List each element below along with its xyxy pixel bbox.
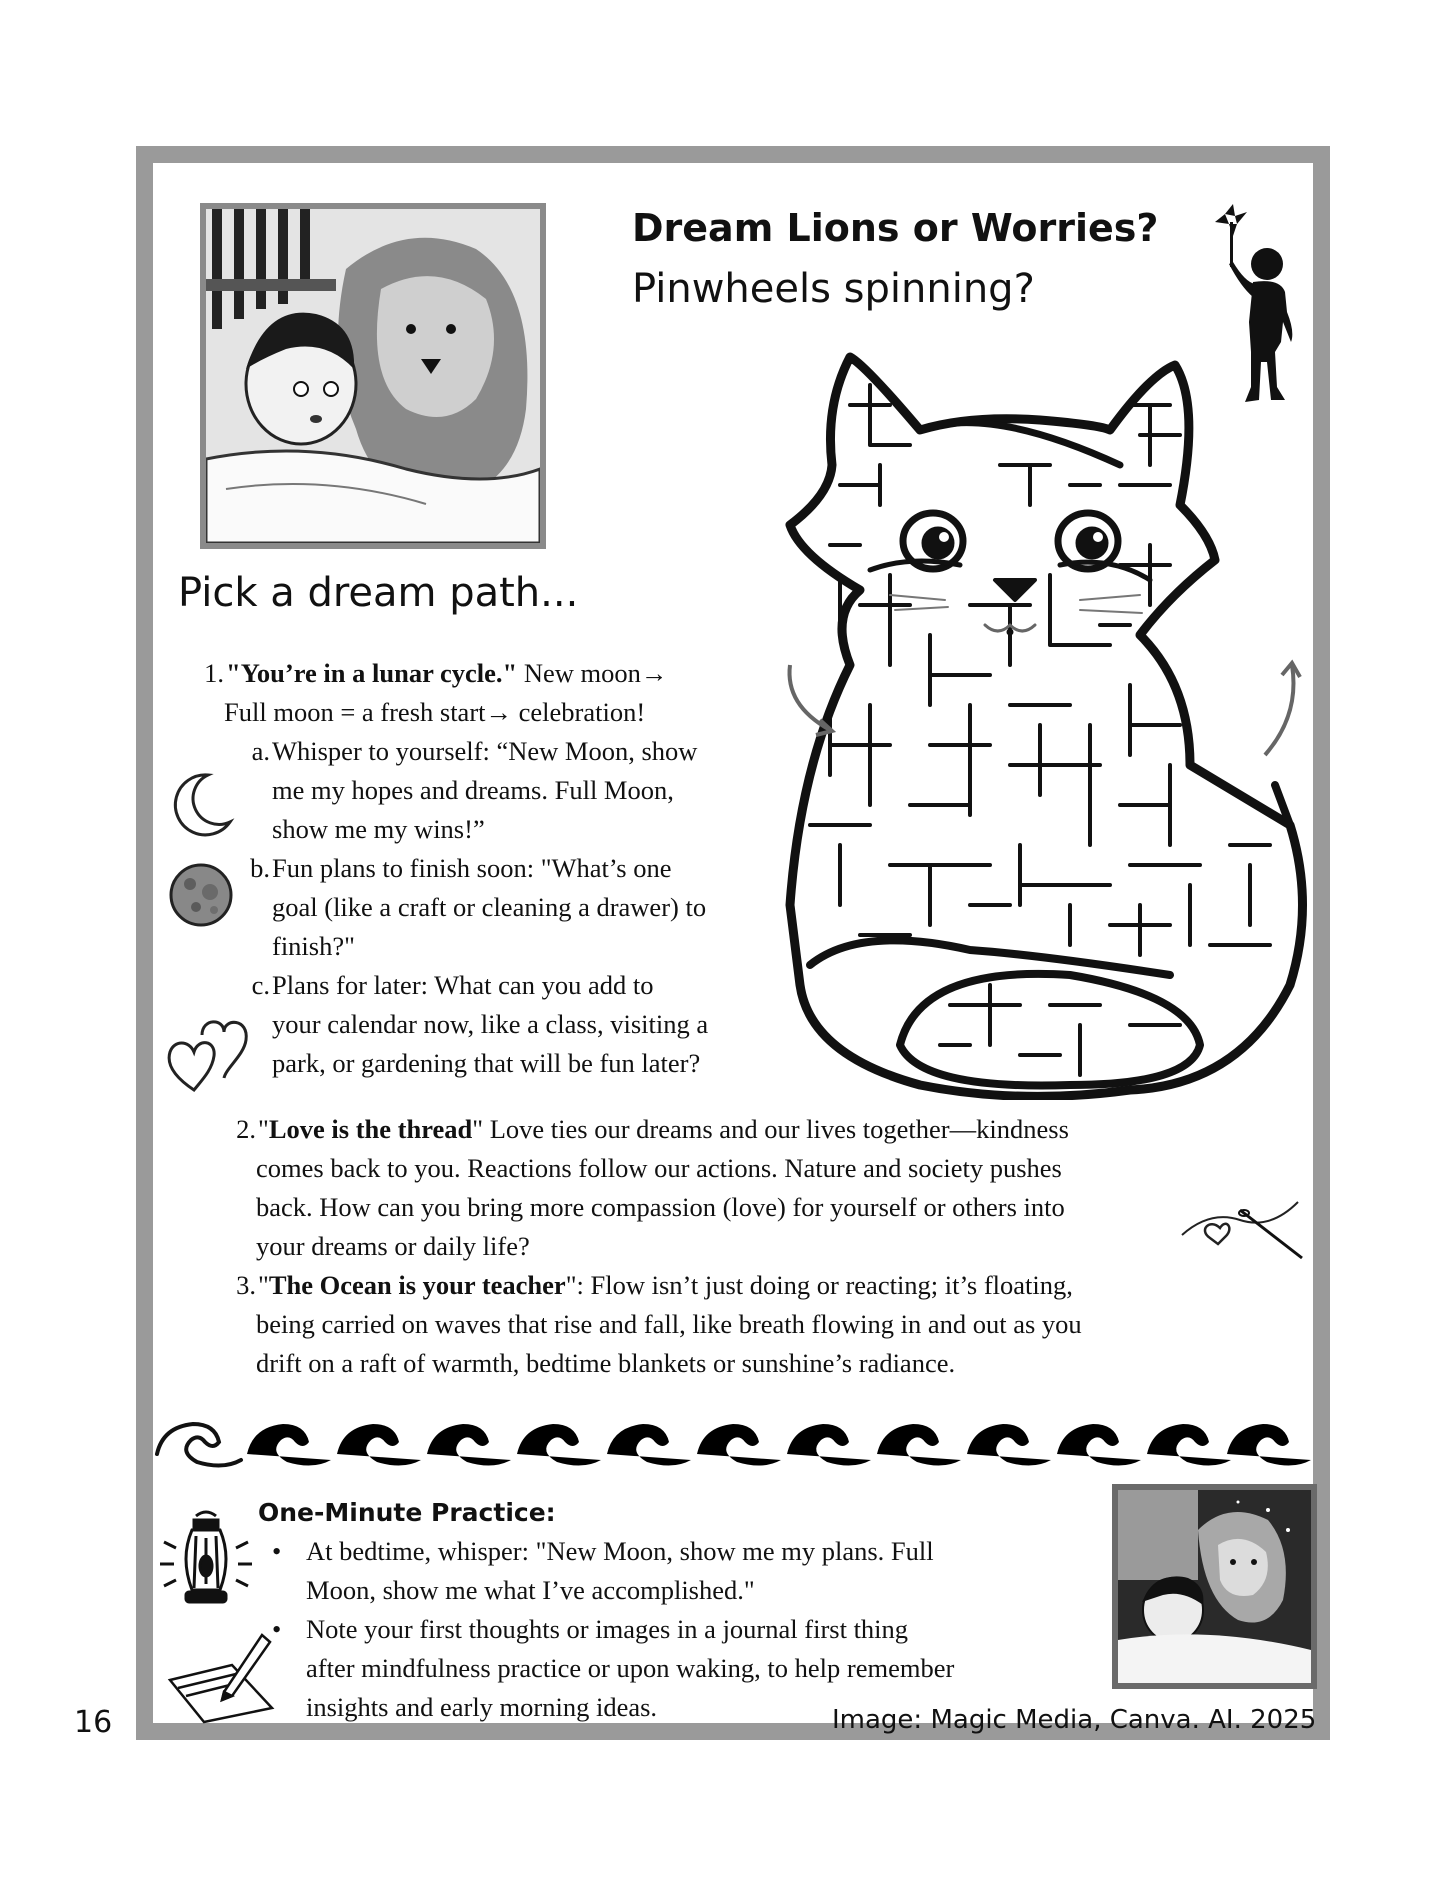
list-number: 2. bbox=[236, 1114, 256, 1144]
needle-thread-icon bbox=[1180, 1190, 1305, 1265]
quote-mark: " bbox=[565, 1270, 577, 1300]
bullet-text: insights and early morning ideas. bbox=[306, 1692, 658, 1722]
image-credit: Image: Magic Media, Canva. AI. 2025 bbox=[832, 1705, 1317, 1735]
hearts-icon bbox=[164, 1010, 254, 1100]
list-item-text: drift on a raft of warmth, bedtime blankets or sunshine’s radiance. bbox=[256, 1348, 956, 1378]
list-item-text: Full moon = a fresh start→ celebration! bbox=[224, 697, 646, 727]
sub-item-text: show me my wins!” bbox=[272, 814, 485, 844]
page-number: 16 bbox=[74, 1705, 113, 1740]
sub-item-text: finish?" bbox=[272, 931, 355, 961]
section-heading: Pick a dream path... bbox=[178, 570, 579, 616]
sub-item-text: goal (like a craft or cleaning a drawer) to bbox=[272, 892, 707, 922]
list-item-text: comes back to you. Reactions follow our actions. Nature and society pushes bbox=[256, 1153, 1062, 1183]
list-item-text: being carried on waves that rise and fall, like breath flowing in and out as you bbox=[256, 1309, 1082, 1339]
list-item-text: Love ties our dreams and our lives together—kindness bbox=[483, 1114, 1069, 1144]
lantern-icon bbox=[158, 1508, 254, 1628]
sub-letter: b. bbox=[250, 853, 270, 883]
quote-mark: " bbox=[258, 1270, 269, 1300]
full-moon-icon bbox=[168, 862, 234, 928]
boy-lion-illustration bbox=[200, 203, 546, 549]
cat-maze bbox=[770, 345, 1320, 1100]
bullet-text: Note your first thoughts or images in a journal first thing bbox=[306, 1614, 909, 1644]
list-item-text: New moon→ bbox=[517, 658, 668, 688]
sub-item-text: Whisper to yourself: “New Moon, show bbox=[272, 736, 698, 766]
quote-mark: " bbox=[258, 1114, 269, 1144]
list-item-bold: Love is the thread bbox=[268, 1114, 473, 1144]
list-item-text: back. How can you bring more compassion (love) for yourself or others into bbox=[256, 1192, 1065, 1222]
quote-mark: " bbox=[472, 1114, 484, 1144]
sub-item-text: park, or gardening that will be fun later? bbox=[272, 1048, 701, 1078]
page-subtitle: Pinwheels spinning? bbox=[632, 266, 1035, 312]
sub-item-text: Fun plans to finish soon: "What’s one bbox=[272, 853, 672, 883]
sub-item-text: me my hopes and dreams. Full Moon, bbox=[272, 775, 674, 805]
crescent-moon-icon bbox=[168, 770, 238, 840]
list-item-text: : Flow isn’t just doing or reacting; it’s floating, bbox=[576, 1270, 1073, 1300]
bullet-text: Moon, show me what I’ve accomplished." bbox=[306, 1575, 755, 1605]
sub-letter: c. bbox=[251, 970, 270, 1000]
list-item-bold: "You’re in a lunar cycle." bbox=[226, 658, 518, 688]
sub-item-text: Plans for later: What can you add to bbox=[272, 970, 654, 1000]
bullet-text: after mindfulness practice or upon waking, to help remember bbox=[306, 1653, 955, 1683]
boy-lion-bed-illustration bbox=[1112, 1484, 1317, 1689]
bullet-dot: • bbox=[272, 1536, 282, 1566]
sub-letter: a. bbox=[251, 736, 270, 766]
practice-heading: One-Minute Practice: bbox=[258, 1498, 556, 1527]
wave-divider bbox=[153, 1412, 1313, 1472]
list-number: 3. bbox=[236, 1270, 256, 1300]
bullet-text: At bedtime, whisper: "New Moon, show me my plans. Full bbox=[306, 1536, 934, 1566]
notepad-pencil-icon bbox=[162, 1630, 277, 1725]
list-item-text: your dreams or daily life? bbox=[256, 1231, 530, 1261]
list-number: 1. bbox=[204, 658, 224, 688]
list-item-bold: The Ocean is your teacher bbox=[268, 1270, 566, 1300]
sub-item-text: your calendar now, like a class, visiting a bbox=[272, 1009, 709, 1039]
bullet-dot: • bbox=[272, 1614, 282, 1644]
page-title: Dream Lions or Worries? bbox=[632, 206, 1159, 250]
